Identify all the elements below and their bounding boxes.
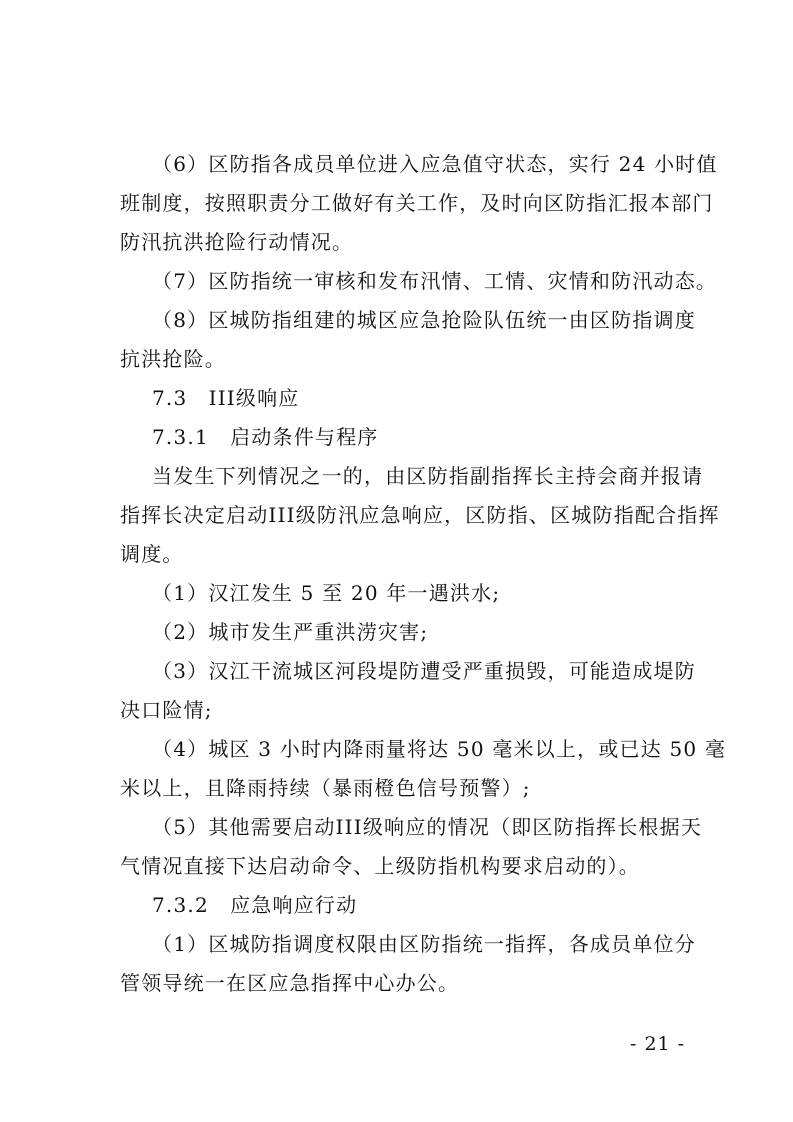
paragraph-line: 调度。 <box>120 542 184 566</box>
list-item-continuation: 决口险情; <box>120 698 213 722</box>
list-item-continuation: 气情况直接下达启动命令、上级防指机构要求启动的）。 <box>120 854 640 878</box>
paragraph-line: 班制度，按照职责分工做好有关工作，及时向区防指汇报本部门 <box>120 191 714 215</box>
list-item: （5）其他需要启动III级响应的情况（即区防指挥长根据天 <box>152 815 703 839</box>
paragraph-line: 当发生下列情况之一的，由区防指副指挥长主持会商并报请 <box>152 464 704 488</box>
list-item: （1）汉江发生 5 至 20 年一遇洪水; <box>152 581 501 605</box>
page-number: - 21 - <box>630 1033 686 1055</box>
list-item-continuation: 米以上，且降雨持续（暴雨橙色信号预警）; <box>120 776 531 800</box>
paragraph-line: （7）区防指统一审核和发布汛情、工情、灾情和防汛动态。 <box>152 269 718 293</box>
list-item: （2）城市发生严重洪涝灾害; <box>152 620 429 644</box>
list-item: （4）城区 3 小时内降雨量将达 50 毫米以上，或已达 50 毫 <box>152 737 727 761</box>
subsection-heading: 7.3.1 启动条件与程序 <box>152 425 379 449</box>
list-item: （1）区城防指调度权限由区防指统一指挥，各成员单位分 <box>152 932 696 956</box>
subsection-heading: 7.3.2 应急响应行动 <box>152 893 358 917</box>
paragraph-line: （6）区防指各成员单位进入应急值守状态，实行 24 小时值 <box>152 152 718 176</box>
list-item: （3）汉江干流城区河段堤防遭受严重损毁，可能造成堤防 <box>152 659 696 683</box>
list-item-continuation: 管领导统一在区应急指挥中心办公。 <box>120 971 460 995</box>
paragraph-line: 防汛抗洪抢险行动情况。 <box>120 230 354 254</box>
paragraph-line: 指挥长决定启动III级防汛应急响应，区防指、区城防指配合指挥 <box>120 503 720 527</box>
paragraph-line: （8）区城防指组建的城区应急抢险队伍统一由区防指调度 <box>152 308 696 332</box>
section-heading: 7.3 III级响应 <box>152 386 300 410</box>
paragraph-line: 抗洪抢险。 <box>120 347 226 371</box>
